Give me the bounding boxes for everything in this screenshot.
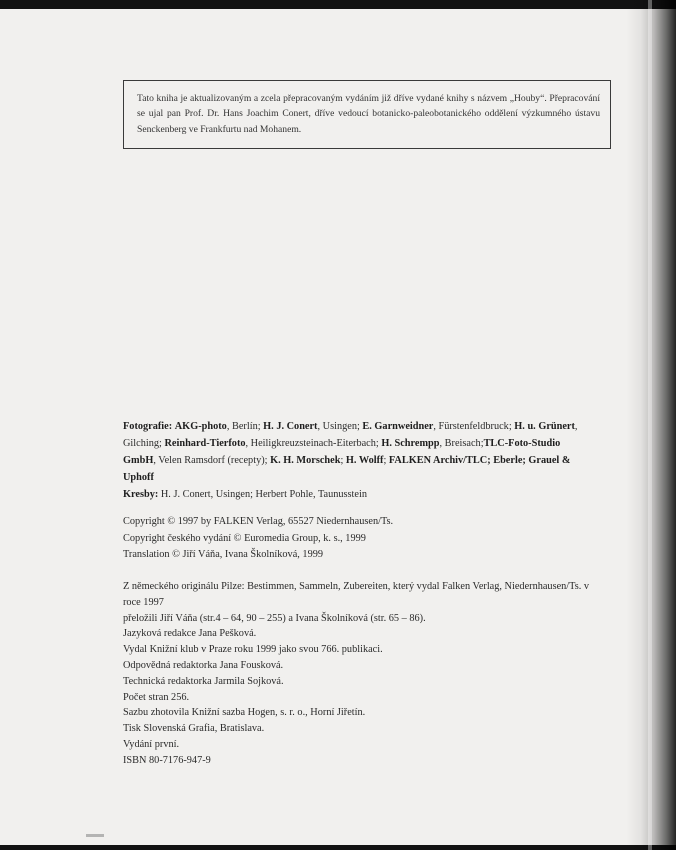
photo-credit-name: FALKEN Archiv/TLC; Eberle; Grauel & Uphoff [123, 455, 571, 483]
photo-credit-place: ; [340, 455, 346, 466]
drawing-credits [123, 486, 595, 503]
colophon-line: Technická redaktorka Jarmila Sojková. [123, 675, 284, 687]
photo-credits [123, 418, 595, 486]
colophon-line: Tisk Slovenská Grafia, Bratislava. [123, 723, 265, 735]
copyright-line: Translation © Jiří Váňa, Ivana Školníková, 1999 [123, 549, 324, 560]
credits-block [123, 418, 595, 503]
copyright-block [123, 514, 593, 564]
edition-note-box [123, 80, 611, 149]
copyright-line: Copyright © 1997 by FALKEN Verlag, 65527 Niedernhausen/Ts. [123, 516, 394, 527]
photo-credit-place: , Gilching; [123, 421, 578, 449]
photo-credit-name: H. Schrempp [381, 438, 440, 449]
photo-credit-place: , Usingen; [317, 421, 363, 432]
colophon-block [123, 579, 595, 769]
colophon-line: přeložili Jiří Váňa (str.4 – 64, 90 – 255) a Ivana Školníková (str. 65 – 86). [123, 612, 426, 624]
photo-credit-name: H. u. Grünert [514, 421, 575, 432]
photo-credit-name: K. H. Morschek [270, 455, 341, 466]
photo-credit-name: TLC-Foto-Studio GmbH [123, 438, 561, 466]
edition-note-text: Tato kniha je aktualizovaným a zcela přepracovaným vydáním již dříve vydané knihy s názvem „Houby“. Přepracování se ujal pan Prof. Dr. Hans Joachim Conert, dříve vedoucí botanicko-paleobotanického oddělení výzkumného ústavu Senckenberg ve Frankfurtu nad Mohanem. [137, 93, 600, 135]
photo-credit-place: ; [383, 455, 389, 466]
colophon-line: Odpovědná redaktorka Jana Fousková. [123, 659, 284, 671]
page-edge-highlight [648, 0, 652, 850]
photo-credit-name: AKG-photo [174, 421, 227, 432]
photo-credit-name: H. Wolff [345, 455, 384, 466]
scan-mark [86, 834, 104, 837]
photo-credit-place: , Berlín; [226, 421, 264, 432]
colophon-line: Počet stran 256. [123, 691, 190, 703]
colophon-line: Z německého originálu Pilze: Bestimmen, Sammeln, Zubereiten, který vydal Falken Verlag, Niedernhausen/Ts. v roce 1997 [123, 581, 590, 608]
photo-credit-name: E. Garnweidner [362, 421, 434, 432]
photo-credit-name: H. J. Conert [263, 421, 318, 432]
copyright-line: Copyright českého vydání © Euromedia Group, k. s., 1999 [123, 532, 366, 544]
photo-credit-place: , Velen Ramsdorf (recepty); [153, 455, 271, 466]
photo-credit-place: , Fürstenfeldbruck; [433, 421, 515, 432]
colophon-line: Vydal Knižní klub v Praze roku 1999 jako svou 766. publikaci. [123, 644, 383, 656]
photo-credit-place: , Breisach; [439, 438, 484, 449]
colophon-line: Vydání první. [123, 738, 180, 750]
photo-credit-place: , Heiligkreuzsteinach-Eiterbach; [245, 438, 382, 449]
isbn: ISBN 80-7176-947-9 [123, 754, 211, 766]
drawing-credits-text: H. J. Conert, Usingen; Herbert Pohle, Taunusstein [158, 489, 367, 500]
colophon-line: Sazbu zhotovila Knižní sazba Hogen, s. r. o., Horní Jiřetín. [123, 707, 366, 719]
drawing-credits-label: Kresby: [123, 489, 159, 500]
photo-credit-name: Reinhard-Tierfoto [164, 438, 246, 449]
scan-top-edge [0, 0, 676, 9]
scan-bottom-edge [0, 845, 676, 850]
colophon-line: Jazyková redakce Jana Pešková. [123, 628, 257, 640]
photo-credits-label: Fotografie: [123, 421, 173, 432]
